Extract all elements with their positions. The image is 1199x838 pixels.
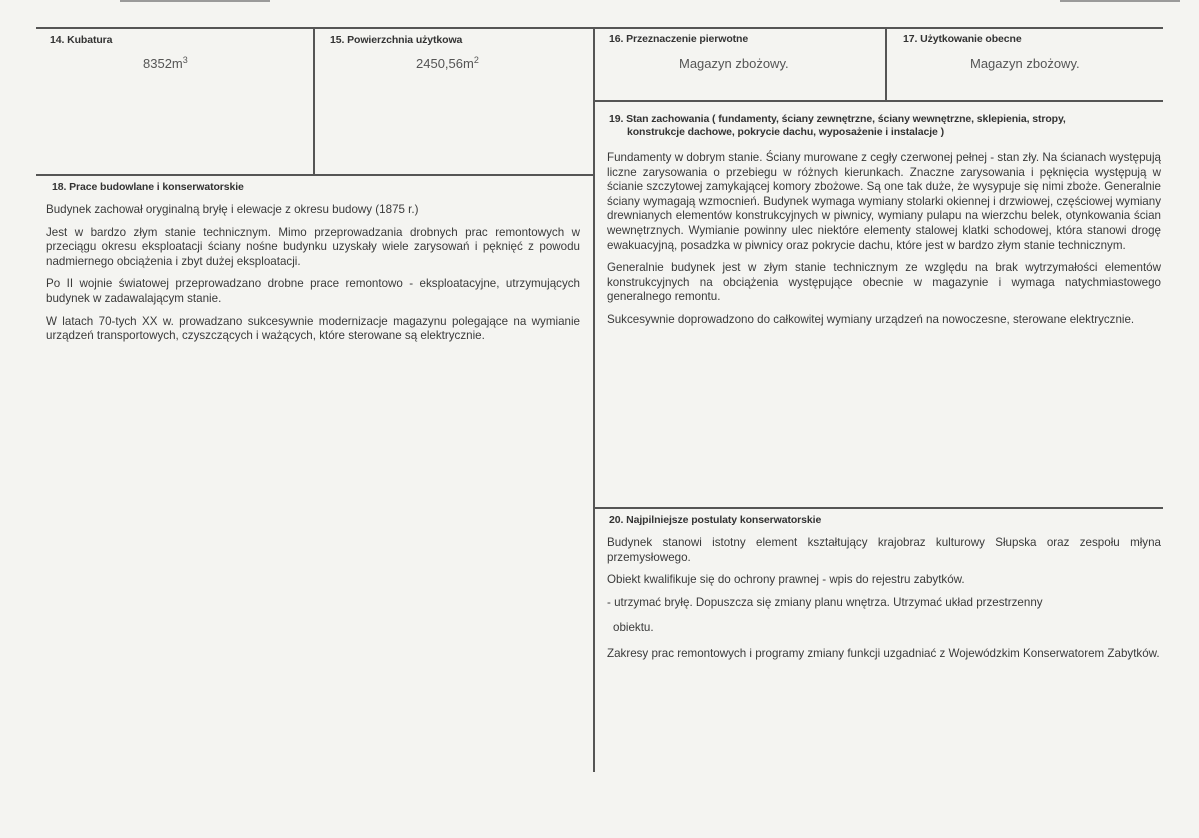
prace-paragraph: W latach 70-tych XX w. prowadzano sukcesywnie modernizacje magazynu polegające na wymianie urządzeń transportowych, czyszczących i ważących, które sterowane są elektrycznie. (46, 314, 580, 343)
prace-label: 18. Prace budowlane i konserwatorskie (52, 181, 244, 193)
stan-label (609, 113, 1154, 139)
divider-row-18 (36, 174, 593, 176)
divider-14-15 (313, 27, 315, 174)
divider-16-17 (885, 27, 887, 100)
center-divider (593, 27, 595, 772)
postulaty-paragraph: - utrzymać bryłę. Dopuszcza się zmiany planu wnętrza. Utrzymać układ przestrzenny (607, 595, 1043, 609)
powierzchnia-value: $2450,56m^2$ (416, 55, 479, 71)
stan-paragraph: Fundamenty w dobrym stanie. Ściany murowane z cegły czerwonej pełnej - stan zły. Na ścianach występują liczne zarysowania o przebiegu w różnych kierunkach. Znaczne zarysowania i pęknięcia występują w ścianie szczytowej zamykającej komory zbożowe. Są one tak duże, że wysypuje się nimi zboże. Generalnie ściany wymagają wzmocnień. Budynek wymaga wymiany stolarki okiennej i drzwiowej, częściowej wymiany drewnianych elementów konstrukcyjnych w piwnicy, wymiany pulapu na wierzchu belek, otynkowania ścian wewnętrznych. Wymianie powinny ulec niektóre elementy stalowej klatki schodowej, która stanowi drogę ewakuacyjną, posadzka w piwnicy oraz pokrycie dachu, które jest w bardzo złym stanie technicznym. (607, 151, 1161, 252)
postulaty-label: 20. Najpilniejsze postulaty konserwatorskie (609, 514, 822, 526)
prace-paragraph: Budynek zachował oryginalną bryłę i elewacje z okresu budowy (1875 r.) (46, 203, 419, 216)
kubatura-label: 14. Kubatura (50, 34, 113, 46)
scan-edge-mark (120, 0, 270, 2)
postulaty-paragraph: Zakresy prac remontowych i programy zmiany funkcji uzgadniać z Wojewódzkim Konserwatorem Zabytków. (607, 646, 1160, 660)
top-border (36, 27, 1163, 29)
powierzchnia-label: 15. Powierzchnia użytkowa (330, 34, 463, 46)
przeznaczenie-value: Magazyn zbożowy. (679, 56, 789, 71)
postulaty-text (607, 536, 1161, 667)
scan-edge-mark (1060, 0, 1180, 2)
prace-paragraph: Jest w bardzo złym stanie technicznym. Mimo przeprowadzania drobnych prac remontowych w przeciągu okresu eksploatacji ściany nośne budynku uzyskały wiele zarysowań i pęknięć z powodu nadmiernego obciążenia i zbyt dużej eksploatacji. (46, 225, 580, 268)
divider-row-19 (593, 100, 1163, 102)
stan-paragraph: Sukcesywnie doprowadzono do całkowitej wymiany urządzeń na nowoczesne, sterowane elektrycznie. (607, 312, 1135, 326)
stan-label-line2: konstrukcje dachowe, pokrycie dachu, wyposażenie i instalacje ) (627, 126, 944, 138)
postulaty-paragraph: Budynek stanowi istotny element kształtujący krajobraz kulturowy Słupska oraz zespołu młyna przemysłowego. (607, 536, 1161, 564)
przeznaczenie-label: 16. Przeznaczenie pierwotne (609, 33, 749, 45)
stan-text (607, 151, 1161, 333)
prace-text (46, 203, 580, 349)
divider-row-20 (593, 507, 1163, 509)
stan-paragraph: Generalnie budynek jest w złym stanie technicznym ze względu na brak wytrzymałości elementów konstrukcyjnych na obciążenia występujące obecnie w magazynie i wymaga natychmiastowego generalnego remontu. (607, 261, 1161, 304)
postulaty-paragraph: Obiekt kwalifikuje się do ochrony prawnej - wpis do rejestru zabytków. (607, 573, 965, 587)
postulaty-paragraph: obiektu. (613, 621, 654, 635)
kubatura-value: $8352m^3$ (143, 55, 188, 71)
uzytkowanie-value: Magazyn zbożowy. (970, 56, 1080, 71)
uzytkowanie-label: 17. Użytkowanie obecne (903, 33, 1022, 45)
prace-paragraph: Po II wojnie światowej przeprowadzano drobne prace remontowo - eksploatacyjne, utrzymujących budynek w zadawalającym stanie. (46, 277, 580, 305)
stan-label-line1: 19. Stan zachowania ( fundamenty, ściany zewnętrzne, ściany wewnętrzne, sklepienia, stropy, (609, 113, 1066, 125)
